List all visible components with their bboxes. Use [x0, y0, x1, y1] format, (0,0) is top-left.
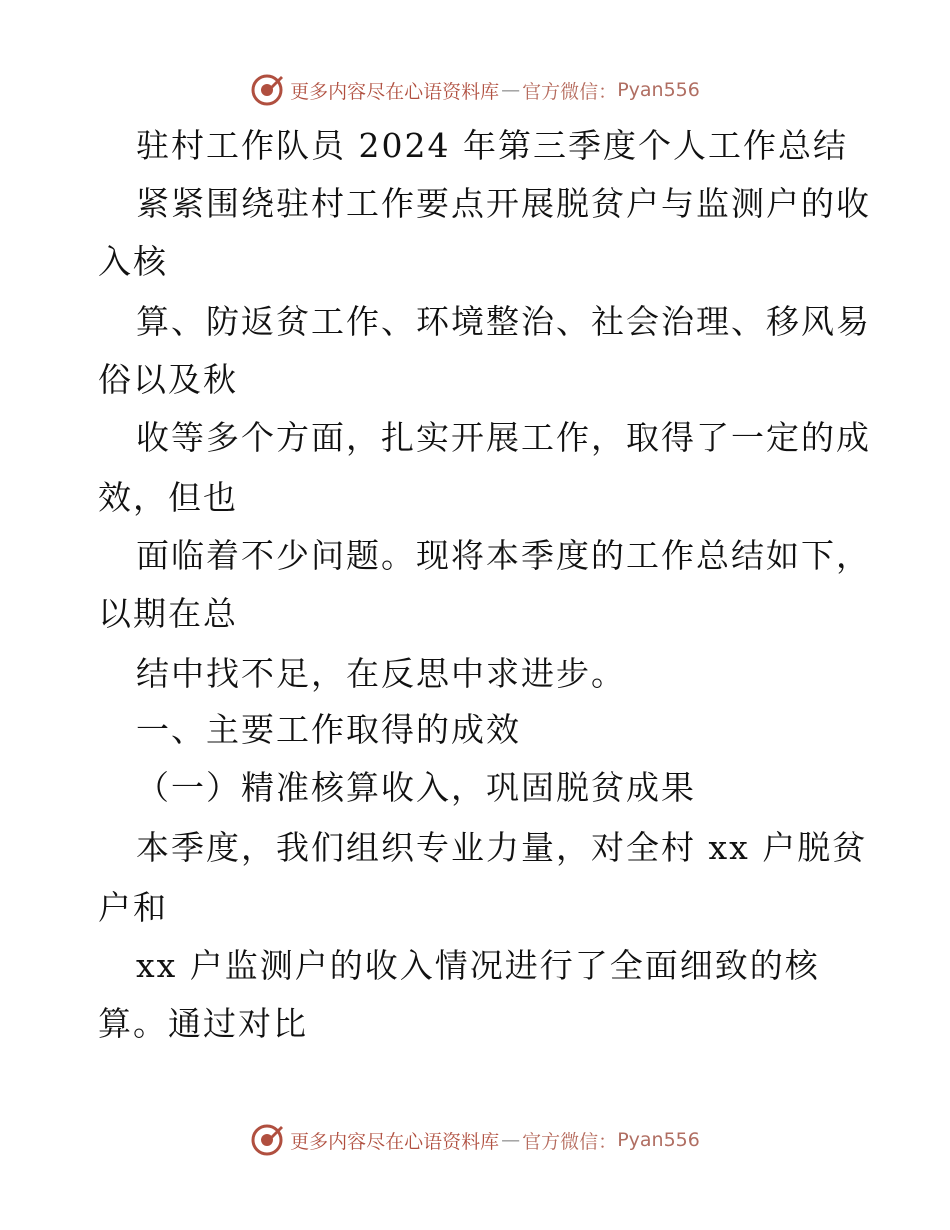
text-line: 效，但也	[98, 478, 238, 517]
subsection-heading: （一）精准核算收入，巩固脱贫成果	[136, 768, 696, 807]
header-banner	[0, 70, 950, 110]
text-line: 算、防返贫工作、环境整治、社会治理、移风易	[136, 302, 871, 341]
text-line: 结中找不足，在反思中求进步。	[136, 654, 626, 693]
text-line: xx 户监测户的收入情况进行了全面细致的核	[136, 946, 820, 985]
banner-wechat-label: 官方微信：	[522, 80, 618, 103]
text-line: 入核	[98, 242, 168, 281]
banner-wechat-account: Pyan556	[617, 79, 700, 101]
text-line: 算。通过对比	[98, 1004, 308, 1043]
text-line: 面临着不少问题。现将本季度的工作总结如下，	[136, 536, 871, 575]
text-line: 收等多个方面，扎实开展工作，取得了一定的成	[136, 418, 871, 457]
banner-brand-text: 更多内容尽在心语资料库	[290, 80, 500, 103]
pen-logo-icon	[250, 1123, 284, 1157]
text-line: 以期在总	[98, 594, 238, 633]
text-line: 本季度，我们组织专业力量，对全村 xx 户脱贫	[136, 828, 868, 867]
banner-separator: —	[501, 1129, 521, 1151]
footer-banner	[0, 1120, 950, 1160]
banner-wechat-label: 官方微信：	[522, 1130, 618, 1153]
text-line: 紧紧围绕驻村工作要点开展脱贫户与监测户的收	[136, 184, 871, 223]
text-line: 俗以及秋	[98, 360, 238, 399]
document-title: 驻村工作队员 2024 年第三季度个人工作总结	[136, 126, 848, 165]
text-line: 户和	[98, 888, 168, 927]
pen-logo-icon	[250, 73, 284, 107]
banner-separator: —	[501, 79, 521, 101]
banner-wechat-account: Pyan556	[617, 1129, 700, 1151]
banner-brand-text: 更多内容尽在心语资料库	[290, 1130, 500, 1153]
section-heading: 一、主要工作取得的成效	[136, 710, 521, 749]
